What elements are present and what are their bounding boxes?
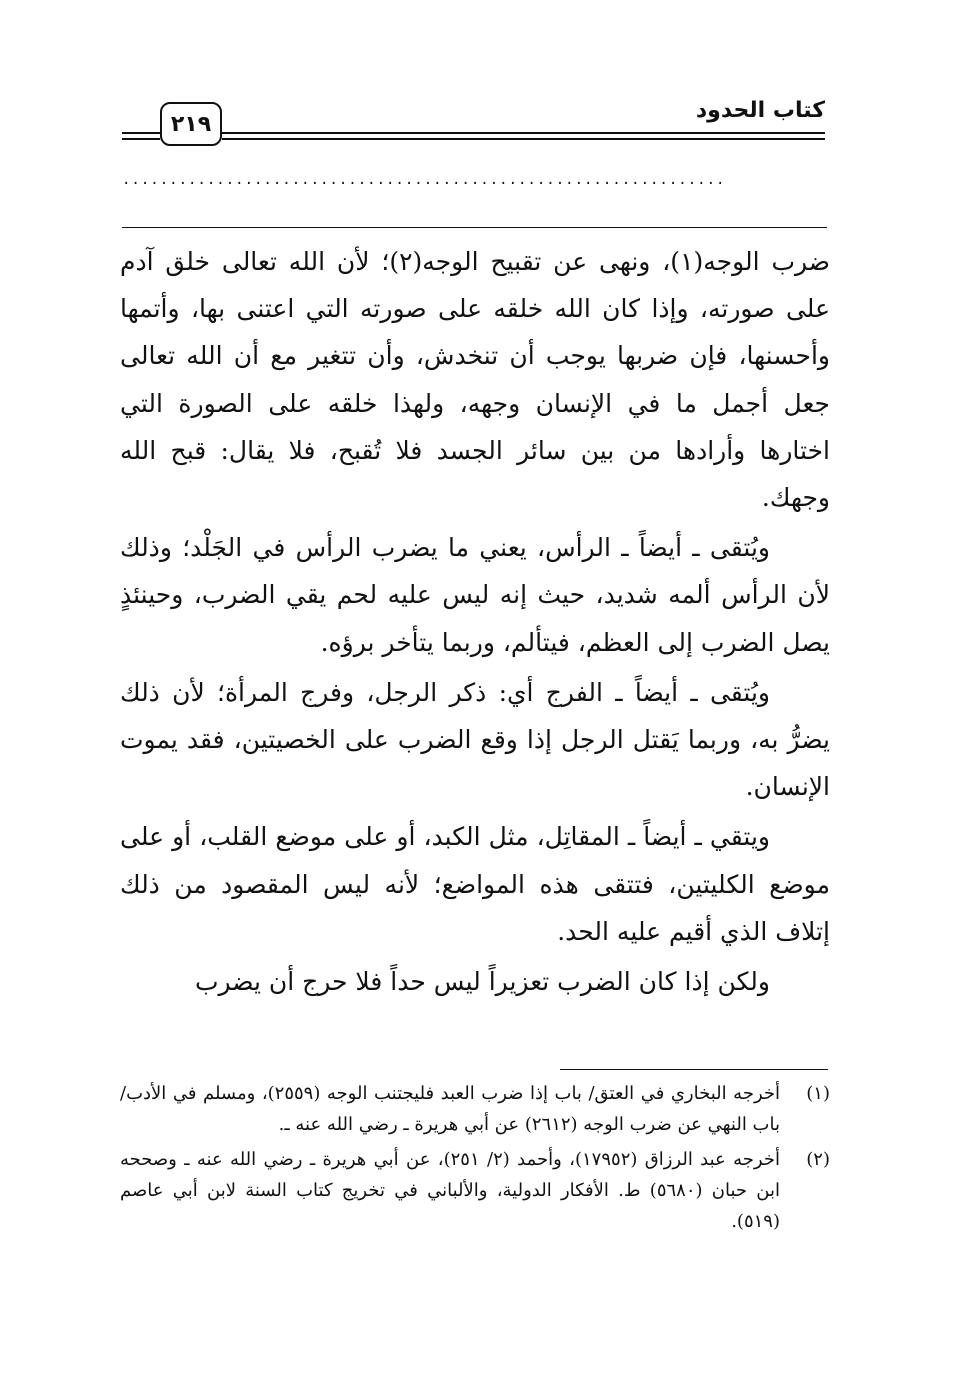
main-text <box>120 238 830 1008</box>
header-rule <box>222 132 825 134</box>
paragraph: ولكن إذا كان الضرب تعزيراً ليس حداً فلا حرج أن يضرب <box>194 967 770 997</box>
footnote-rule <box>560 1069 828 1070</box>
running-header-title: كتاب الحدود <box>695 98 825 123</box>
footnote <box>120 1078 830 1140</box>
content-top-rule <box>122 227 827 228</box>
footnote-marker: (١) <box>806 1083 830 1104</box>
header-rule <box>122 138 160 140</box>
paragraph: ضرب الوجه(١)، ونهى عن تقبيح الوجه(٢)؛ لأن الله تعالى خلق آدم على صورته، وإذا كان الله خلقه على صورته التي اعتنى بها، وأتمها وأحسنها، فإن ضربها يوجب أن تنخدش، وأن تتغير مع أن الله تعالى جعل أجمل ما في الإنسان وجهه، ولهذا خلقه على الصورة التي اختارها وأرادها من بين سائر الجسد فلا تُقبح، فلا يقال: قبح الله وجهك. <box>120 247 831 513</box>
paragraph: ويتقي ـ أيضاً ـ المقاتِل، مثل الكبد، أو على موضع القلب، أو على موضع الكليتين، فتتقى هذه المواضع؛ لأنه ليس المقصود من ذلك إتلاف الذي أقيم عليه الحد. <box>120 822 830 946</box>
paragraph: ويُتقى ـ أيضاً ـ الرأس، يعني ما يضرب الرأس في الجَلْد؛ وذلك لأن الرأس ألمه شديد، حيث إنه ليس عليه لحم يقي الضرب، وحينئذٍ يصل الضرب إلى العظم، فيتألم، وربما يتأخر برؤه. <box>120 533 830 657</box>
page-number-text: ٢١٩ <box>170 111 212 137</box>
footnotes <box>120 1078 830 1241</box>
footnote-text: أخرجه البخاري في العتق/ باب إذا ضرب العبد فليجتنب الوجه (٢٥٥٩)، ومسلم في الأدب/ باب النهي عن ضرب الوجه (٢٦١٢) عن أبي هريرة ـ رضي الله عنه ـ. <box>120 1083 780 1135</box>
dotted-separator: ................................................................ <box>122 176 726 184</box>
footnote <box>120 1144 830 1237</box>
paragraph: ويُتقى ـ أيضاً ـ الفرج أي: ذكر الرجل، وفرج المرأة؛ لأن ذلك يضرُّ به، وربما يَقتل الرجل إذا وقع الضرب على الخصيتين، فقد يموت الإنسان. <box>120 677 830 802</box>
page-number <box>160 102 222 146</box>
footnote-text: أخرجه عبد الرزاق (١٧٩٥٢)، وأحمد (٢/ ٢٥١)، عن أبي هريرة ـ رضي الله عنه ـ وصححه ابن حبان (٥٦٨٠) ط. الأفكار الدولية، والألباني في تخريج كتاب السنة لابن أبي عاصم (٥١٩). <box>120 1149 780 1232</box>
header-rule <box>222 138 825 140</box>
header-rule <box>122 132 160 134</box>
footnote-marker: (٢) <box>806 1149 830 1170</box>
